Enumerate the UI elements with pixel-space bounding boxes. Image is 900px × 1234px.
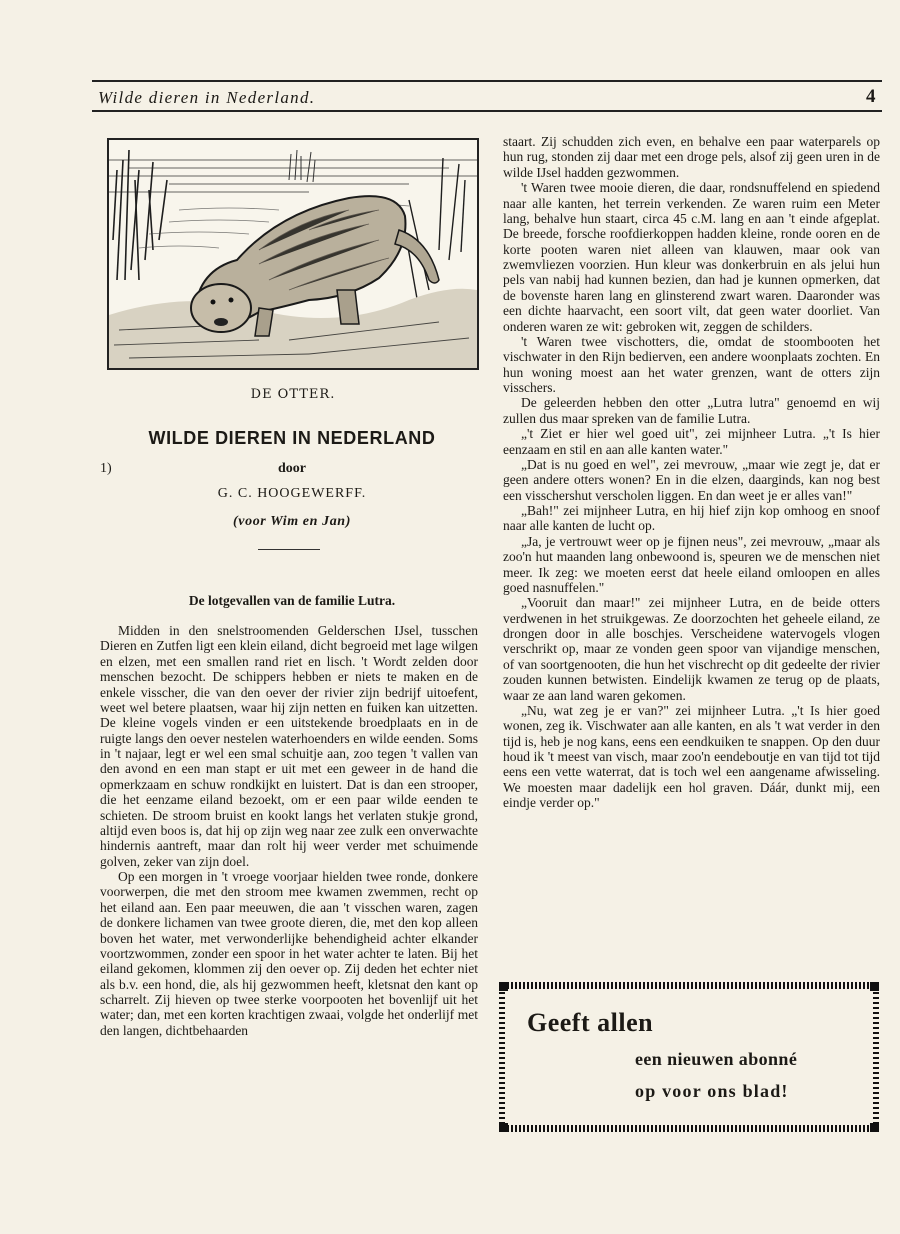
paragraph: „Vooruit dan maar!" zei mijnheer Lutra, en de beide otters verdwenen in het struikgewas. Ze doorzochten het geheele eiland, ze drongen door in alle boschjes. Verscheidene watervogels vlogen verschrikt op, maar ze vonden geen spoor van vijandige menschen, of van soortgenooten, die hun het vischrecht op dit gedeelte der rivier zouden kunnen betwisten. Eindelijk kwamen ze terug op de plaats, waar ze aan land waren gekomen. <box>503 595 880 703</box>
paragraph: Op een morgen in 't vroege voorjaar hielden twee ronde, donkere voorwerpen, die met den stroom mee kwamen zwemmen, recht op het eiland aan. Een paar meeuwen, die aan 't visschen waren, zagen de donkere lichamen van twee groote dieren, die, met den kop alleen boven het water, met verwonderlijke behendigheid achter elkander voortzwommen, zonder een spoor in het water achter te laten. Bij het eiland gekomen, klommen zij den oever op. Zij deden het echter niet als b.v. een hond, die, als hij gezwommen heeft, kletsnat den kant op scharrelt. Zij hieven op twee sterke voorpooten het bovenlijf uit het water; dan, met een korten krachtigen zwaai, volgde het onderlijf met den langen, dichtbehaarden <box>100 869 478 1038</box>
ad-corner <box>870 982 879 991</box>
paragraph: 't Waren twee mooie dieren, die daar, rondsnuffelend en spiedend naar alle kanten, het terrein verkenden. Ze waren ruim een Meter lang, behalve hun staart, circa 45 c.M. lang en aan 't einde afgeplat. De breede, forsche roofdierkoppen hadden kleine, ronde ooren en de korte pooten waren niet alleen van klauwen, maar ook van zwemvliezen voorzien. Hun kleur was donkerbruin en als jelui hun pels van nabij had kunnen bezien, dan had je kunnen opmerken, dat de bovenste haren lang en glinsterend zwart waren. Daaronder was een dichte haarvacht, een soort vilt, dat geen water doorliet. Van onderen waren ze wit: gebroken wit, zeggen de schilders. <box>503 180 880 334</box>
paragraph: staart. Zij schudden zich even, en behalve een paar waterparels op hun rug, stonden zij daar met een droge pels, alsof zij geen uren in de wilde IJsel hadden gezwommen. <box>503 134 880 180</box>
ad-corner <box>499 982 508 991</box>
ad-subline: een nieuwen abonné <box>635 1049 798 1069</box>
left-column <box>100 623 478 1038</box>
byline-door: door <box>278 461 306 476</box>
ad-corner <box>499 1123 508 1132</box>
paragraph: De geleerden hebben den otter „Lutra lutra" genoemd en wij zullen dus maar spreken van de familie Lutra. <box>503 395 880 426</box>
otter-drawing <box>109 140 477 368</box>
otter-illustration <box>107 138 479 370</box>
running-title: Wilde dieren in Nederland. <box>98 88 316 107</box>
paragraph: „Ja, je vertrouwt weer op je fijnen neus", zei mevrouw, „maar als zoo'n hut maanden lang onbewoond is, speuren we de menschen niet meer. Ik zeg: we moeten eerst dat heele eiland omloopen en alles goed nasnuffelen." <box>503 533 880 595</box>
paragraph: Midden in den snelstroomenden Gelderschen IJsel, tusschen Dieren en Zutfen ligt een klein eiland, dicht begroeid met lage wilgen en elzen, met een smallen rand riet en lisch. 't Wordt zelden door menschen bezocht. De schippers hebben er niets te maken en de enkele visscher, die van den oever der rivier zijn bedrijf uitoefent, weet wel betere plaatsen, waar hij zijn netten en fuiken kan uitzetten. De kleine vogels vinden er een uitstekende broedplaats en in de ruigte langs den oever nestelen waterhoenders en wilde eenden. Soms in 't najaar, legt er wel een smal schuitje aan, zoo tegen 't vallen van den avond en een man stapt er uit met een geweer in de hand die opmerkzaam en schuw rondkijkt en luistert. Dat is dan een strooper, die het eenzame eiland bezoekt, om er een paar wilde eenden te schieten. De stroom bruist en kookt langs het verlaten stukje grond, altijd even boos is, dat hij op zijn weg naar zee zulk een onverwachte hindernis aantreft, maar dan rolt hij weer verder met schuimende golven, zeker van zijn doel. <box>100 623 478 869</box>
paragraph: „Dat is nu goed en wel", zei mevrouw, „maar wie zegt je, dat er geen andere otters wonen? En in die elzen, daarginds, kan nog best een visschershut verscholen liggen. En dan weet je er alles van!" <box>503 456 880 503</box>
right-column <box>503 134 880 811</box>
ad-border <box>873 982 879 1132</box>
ad-border <box>499 1125 879 1132</box>
ad-corner <box>870 1123 879 1132</box>
dedication: (voor Wim en Jan) <box>233 514 351 529</box>
title-separator <box>258 549 320 550</box>
ad-border <box>499 982 879 989</box>
paragraph: „'t Ziet er hier wel goed uit", zei mijnheer Lutra. „'t Is hier eenzaam en stil en aan alle kanten water." <box>503 426 880 457</box>
author-name: G. C. HOOGEWERFF. <box>217 486 367 501</box>
paragraph: 't Waren twee vischotters, die, omdat de stoombooten het vischwater in den Rijn bedierven, een andere woonplaats zochten. En hun woning moest aan het water grenzen, want de otters zijn visschers. <box>503 333 880 395</box>
footnote-marker: 1) <box>100 461 112 476</box>
ad-border <box>499 982 505 1132</box>
article-title: WILDE DIEREN IN NEDERLAND <box>148 428 436 448</box>
paragraph: „Nu, wat zeg je er van?" zei mijnheer Lutra. „'t Is hier goed wonen, zeg ik. Vischwater aan alle kanten, en als 't wat verder in den tijd is, heb je nog kans, eens een eendkuiken te snappen. Op den duur houd ik 't meest van visch, maar zoo'n eendeboutje en van tijd tot tijd eens een vette waterrat, dat is toch wel een aangename afwisseling. We moesten maar dadelijk een hol graven. Dáár, dunkt mij, een eindje verder op." <box>503 702 880 811</box>
paragraph: „Bah!" zei mijnheer Lutra, en hij hief zijn kop omhoog en snoof naar alle kanten de lucht op. <box>503 503 880 534</box>
subscription-advertisement <box>499 982 879 1132</box>
header-rule-top <box>92 80 882 82</box>
page-number: 4 <box>866 86 876 107</box>
illustration-caption: DE OTTER. <box>250 387 336 402</box>
ad-subline: op voor ons blad! <box>635 1081 789 1101</box>
ad-headline: Geeft allen <box>527 1008 654 1037</box>
section-heading: De lotgevallen van de familie Lutra. <box>188 593 396 608</box>
header-rule-bottom <box>92 110 882 112</box>
